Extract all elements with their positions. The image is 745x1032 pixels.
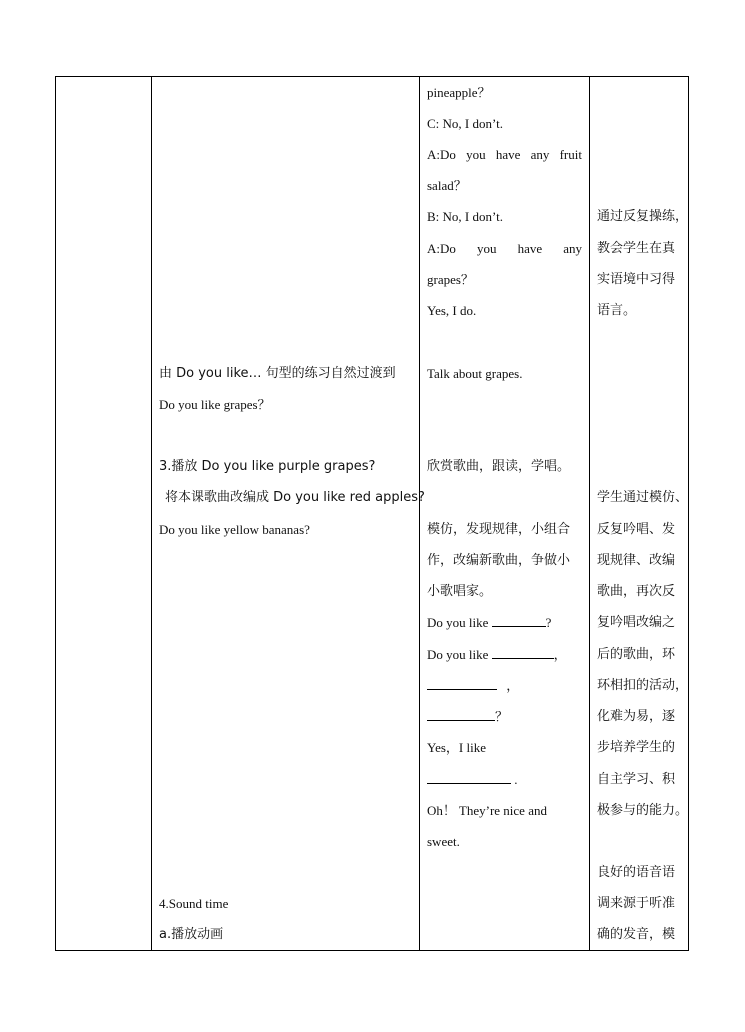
intent-line: 步培养学生的 bbox=[597, 740, 676, 755]
fill-in-line bbox=[427, 614, 551, 632]
blank-underline bbox=[427, 708, 495, 721]
teacher-step: 将本课歌曲改编成 Do you like red apples? bbox=[165, 490, 425, 505]
fill-in-text: ， bbox=[506, 678, 520, 693]
dialogue-line: Oh！ They’re nice and bbox=[427, 803, 547, 818]
column-divider-2 bbox=[419, 76, 420, 951]
dialogue-line: salad？ bbox=[427, 178, 467, 193]
table-left-border bbox=[55, 76, 56, 951]
intent-line: 歌曲，再次反 bbox=[597, 584, 676, 599]
teacher-step: 3.播放 Do you like purple grapes? bbox=[159, 459, 376, 474]
dialogue-line: B: No, I don’t. bbox=[427, 209, 503, 224]
fill-in-text: Do you like bbox=[427, 647, 489, 662]
teacher-step: Do you like grapes？ bbox=[159, 397, 271, 412]
word: you bbox=[476, 241, 497, 256]
activity-line: 欣赏歌曲，跟读，学唱。 bbox=[427, 459, 571, 474]
intent-line: 复吟唱改编之 bbox=[597, 615, 676, 630]
activity-line: 模仿，发现规律，小组合 bbox=[427, 522, 571, 537]
fill-in-text: Do you like bbox=[427, 615, 489, 630]
word: A:Do bbox=[427, 241, 456, 256]
fill-in-line bbox=[427, 771, 518, 789]
blank-underline bbox=[427, 677, 497, 690]
teacher-step: 由 Do you like… 句型的练习自然过渡到 bbox=[159, 366, 396, 381]
word: you bbox=[466, 147, 486, 162]
intent-line: 实语境中习得 bbox=[597, 272, 676, 287]
intent-line: 语言。 bbox=[597, 303, 637, 318]
dialogue-line-justified bbox=[427, 146, 582, 164]
intent-line: 通过反复操练， bbox=[597, 209, 689, 224]
table-right-border bbox=[688, 76, 689, 951]
word: any bbox=[530, 147, 550, 162]
dialogue-line: C: No, I don’t. bbox=[427, 116, 503, 131]
dialogue-line: grapes？ bbox=[427, 272, 474, 287]
dialogue-line: Yes, I do. bbox=[427, 303, 477, 318]
word: fruit bbox=[559, 147, 582, 162]
intent-line: 反复吟唱、发 bbox=[597, 522, 676, 537]
fill-in-text: . bbox=[514, 772, 518, 787]
intent-line: 调来源于听准 bbox=[597, 896, 676, 911]
column-divider-1 bbox=[151, 76, 152, 951]
dialogue-line: sweet. bbox=[427, 834, 460, 849]
teacher-step: a.播放动画 bbox=[159, 927, 224, 942]
fill-in-text: ？ bbox=[495, 709, 509, 724]
blank-underline bbox=[492, 646, 554, 659]
blank-underline bbox=[492, 614, 546, 627]
word: have bbox=[495, 147, 521, 162]
dialogue-line-justified bbox=[427, 240, 582, 258]
fill-in-text: ， bbox=[553, 647, 567, 662]
intent-line: 化难为易，逐 bbox=[597, 709, 676, 724]
teacher-step: Do you like yellow bananas? bbox=[159, 522, 310, 537]
word: A:Do bbox=[427, 147, 456, 162]
fill-in-line bbox=[427, 646, 567, 664]
intent-line: 教会学生在真 bbox=[597, 241, 676, 256]
teacher-step: 4.Sound time bbox=[159, 896, 229, 911]
fill-in-text: ? bbox=[545, 615, 552, 630]
activity-line: 小歌唱家。 bbox=[427, 584, 493, 599]
intent-line: 环相扣的活动， bbox=[597, 678, 689, 693]
fill-in-line bbox=[427, 677, 519, 695]
word: have bbox=[517, 241, 543, 256]
intent-line: 良好的语音语 bbox=[597, 865, 676, 880]
word: any bbox=[563, 241, 582, 256]
intent-line: 现规律、改编 bbox=[597, 553, 676, 568]
fill-in-line: Yes，I like bbox=[427, 740, 486, 755]
activity-line: 作，改编新歌曲，争做小 bbox=[427, 553, 571, 568]
intent-line: 自主学习、积 bbox=[597, 772, 676, 787]
activity-line: Talk about grapes. bbox=[427, 366, 523, 381]
intent-line: 极参与的能力。 bbox=[597, 803, 689, 818]
blank-underline bbox=[427, 771, 511, 784]
intent-line: 后的歌曲，环 bbox=[597, 647, 676, 662]
column-divider-3 bbox=[589, 76, 590, 951]
intent-line: 确的发音，模 bbox=[597, 927, 676, 942]
fill-in-line bbox=[427, 708, 508, 726]
intent-line: 学生通过模仿、 bbox=[597, 490, 689, 505]
dialogue-line: pineapple？ bbox=[427, 85, 491, 100]
